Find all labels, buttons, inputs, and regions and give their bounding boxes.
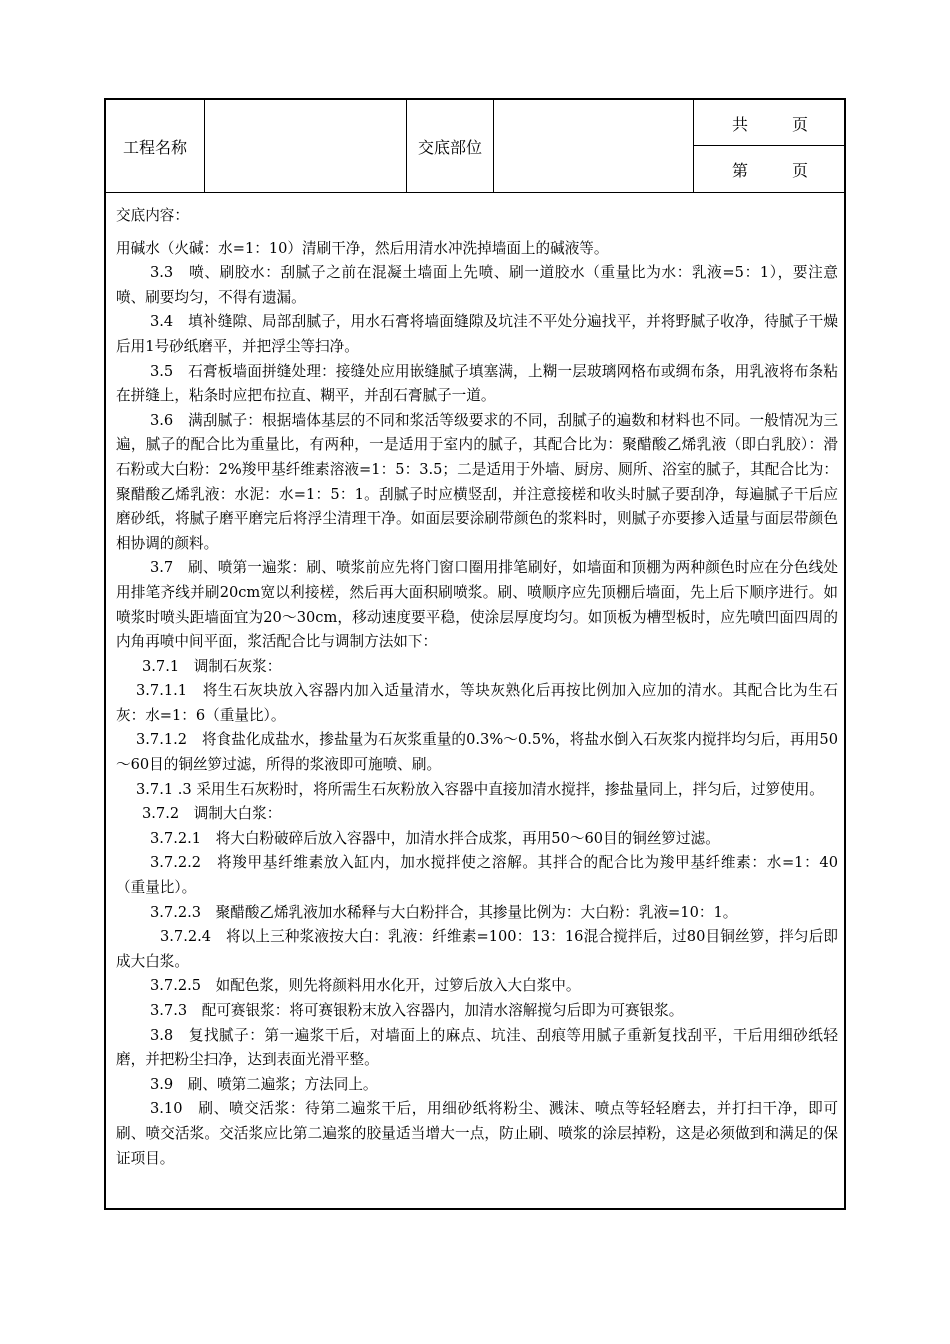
disclosure-sheet xyxy=(104,98,846,1210)
disclosure-content xyxy=(116,204,838,1171)
paragraph: 3.8 复找腻子：第一遍浆干后，对墙面上的麻点、坑洼、刮痕等用腻子重新复找刮平，干后用细砂纸轻磨，并把粉尘扫净，达到表面光滑平整。 xyxy=(116,1026,838,1069)
paragraph: 3.7.2.5 如配色浆，则先将颜料用水化开，过箩后放入大白浆中。 xyxy=(150,977,581,995)
paragraph: 3.7.2 调制大白浆： xyxy=(142,805,282,823)
paragraph: 3.9 刷、喷第二遍浆；方法同上。 xyxy=(150,1075,378,1093)
paragraph: 用碱水（火碱：水=1：10）清刷干净，然后用清水冲洗掉墙面上的碱液等。 xyxy=(116,239,609,257)
disclosure-part-value[interactable] xyxy=(494,100,693,192)
paragraph: 3.7.1.2 将食盐化成盐水，掺盐量为石灰浆重量的0.3%～0.5%，将盐水倒入石灰浆内搅拌均匀后，再用50～60目的铜丝箩过滤，所得的浆液即可施喷、刷。 xyxy=(116,731,838,774)
header-row xyxy=(106,100,844,193)
page-label: 第 xyxy=(732,160,749,180)
disclosure-part-label: 交底部位 xyxy=(417,137,482,157)
paragraph: 3.4 填补缝隙、局部刮腻子，用水石膏将墙面缝隙及坑洼不平处分遍找平，并将野腻子收净，待腻子干燥后用1号砂纸磨平，并把浮尘等扫净。 xyxy=(116,313,838,355)
paragraph: 3.7.2.4 将以上三种浆液按大白：乳液：纤维素=100：13：16混合搅拌后，过80目铜丝箩，拌匀后即成大白浆。 xyxy=(116,928,838,970)
paragraph: 3.10 刷、喷交活浆：待第二遍浆干后，用细砂纸将粉尘、溅沫、喷点等轻轻磨去，并打扫干净，即可刷、喷交活浆。交活浆应比第二遍浆的胶量适当增大一点，防止刷、喷浆的涂层掉粉，这是必须做到和满足的保证项目。 xyxy=(116,1100,838,1167)
content-heading: 交底内容： xyxy=(116,207,189,224)
page-number-cell xyxy=(694,146,844,192)
paragraph: 3.7.1 调制石灰浆： xyxy=(142,657,282,675)
paragraph: 3.5 石膏板墙面拼缝处理：接缝处应用嵌缝腻子填塞满，上糊一层玻璃网格布或绸布条，用乳液将布条粘在拼缝上，粘条时应把布拉直、糊平，并刮石膏腻子一道。 xyxy=(116,362,838,405)
paragraph: 3.7.1.1 将生石灰块放入容器内加入适量清水，等块灰熟化后再按比例加入应加的清水。其配合比为生石灰：水=1：6（重量比）。 xyxy=(116,682,838,724)
project-name-value[interactable] xyxy=(205,100,406,192)
total-pages-cell xyxy=(694,100,844,146)
paragraph: 3.7.2.3 聚醋酸乙烯乳液加水稀释与大白粉拌合，其掺量比例为：大白粉：乳液=10：1。 xyxy=(150,903,738,921)
paragraph: 3.7.2.2 将羧甲基纤维素放入缸内，加水搅拌使之溶解。其拌合的配合比为羧甲基纤维素：水=1：40（重量比）。 xyxy=(116,854,838,897)
paragraph: 3.6 满刮腻子：根据墙体基层的不同和浆活等级要求的不同，刮腻子的遍数和材料也不同。一般情况为三遍，腻子的配合比为重量比，有两种，一是适用于室内的腻子，其配合比为：聚醋酸乙烯乳液（即白乳胶）：滑石粉或大白粉：2%羧甲基纤维素溶液=1：5：3.5；二是适用于外墙、厨房、厕所、浴室的腻子，其配合比为：聚醋酸乙烯乳液：水泥：水=1：5：1。刮腻子时应横竖刮，并注意接槎和收头时腻子要刮净，每遍腻子干后应磨砂纸，将腻子磨平磨完后将浮尘清理干净。如面层要涂刷带颜色的浆料时，则腻子亦要掺入适量与面层带颜色相协调的颜料。 xyxy=(116,411,838,552)
total-suffix: 页 xyxy=(791,114,808,134)
paragraph: 3.7 刷、喷第一遍浆：刷、喷浆前应先将门窗口圈用排笔刷好，如墙面和顶棚为两种颜色时应在分色线处用排笔齐线并刷20cm宽以利接槎，然后再大面积刷喷浆。刷、喷顺序应先顶棚后墙面，先上后下顺序进行。如喷浆时喷头距墙面宜为20～30cm，移动速度要平稳，使涂层厚度均匀。如顶板为槽型板时，应先喷凹面四周的内角再喷中间平面，浆活配合比与调制方法如下： xyxy=(116,559,838,651)
project-name-label: 工程名称 xyxy=(122,137,187,157)
paragraph: 3.7.1 .3 采用生石灰粉时，将所需生石灰粉放入容器中直接加清水搅拌，掺盐量同上，拌匀后，过箩使用。 xyxy=(136,780,824,798)
paragraph: 3.7.2.1 将大白粉破碎后放入容器中，加清水拌合成浆，再用50～60目的铜丝箩过滤。 xyxy=(150,829,720,847)
page-suffix: 页 xyxy=(791,160,808,180)
total-label: 共 xyxy=(732,114,749,134)
paragraph: 3.7.3 配可赛银浆：将可赛银粉末放入容器内，加清水溶解搅匀后即为可赛银浆。 xyxy=(150,1002,684,1019)
paragraph: 3.3 喷、刷胶水：刮腻子之前在混凝土墙面上先喷、刷一道胶水（重量比为水：乳液=5：1），要注意喷、刷要均匀，不得有遗漏。 xyxy=(116,264,838,306)
